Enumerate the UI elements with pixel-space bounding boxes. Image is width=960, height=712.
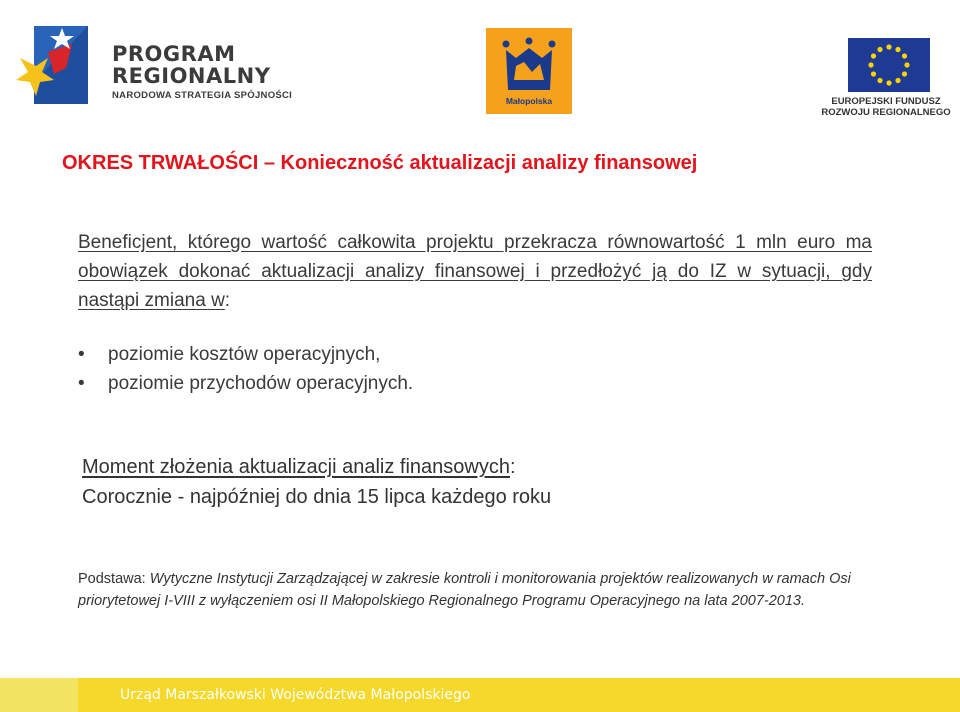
footer-accent bbox=[0, 678, 78, 712]
basis-label: Podstawa: bbox=[78, 571, 150, 587]
bullet-text: poziomie kosztów operacyjnych, bbox=[108, 344, 381, 365]
bullet-text: poziomie przychodów operacyjnych. bbox=[108, 373, 414, 394]
moment-colon: : bbox=[510, 456, 516, 478]
eu-logo-line1: EUROPEJSKI FUNDUSZ bbox=[831, 96, 941, 107]
intro-underlined-text: Beneficjent, którego wartość całkowita projektu przekracza równowartość 1 mln euro ma obowiązek dokonać aktualizacji analizy finansowej i przedłożyć ją do IZ w sytuacji, gdy nastąpi zmiana w bbox=[78, 232, 872, 311]
moment-text: Corocznie - najpóźniej do dnia 15 lipca każdego roku bbox=[82, 486, 552, 508]
eu-logo-line2: ROZWOJU REGIONALNEGO bbox=[821, 107, 951, 118]
program-logo-line2: REGIONALNY bbox=[112, 64, 271, 88]
intro-tail: : bbox=[224, 290, 231, 311]
program-regionalny-logo bbox=[14, 22, 314, 112]
bullet-mark: • bbox=[78, 373, 85, 394]
eu-flag-icon bbox=[848, 38, 930, 92]
list-item bbox=[78, 340, 413, 369]
footer-bar bbox=[0, 678, 960, 712]
footer-text: Urząd Marszałkowski Województwa Małopolskiego bbox=[120, 687, 471, 703]
eu-fund-logo bbox=[812, 36, 960, 120]
basis-text: Wytyczne Instytucji Zarządzającej w zakresie kontroli i monitorowania projektów realizowanych w ramach Osi priorytetowej I-VIII z wyłączeniem osi II Małopolskiego Regionalnego Programu Operacyjnego na lata 2007-2013. bbox=[78, 571, 851, 609]
moment-heading bbox=[82, 452, 551, 482]
change-bullet-list bbox=[78, 340, 413, 398]
slide-title: OKRES TRWAŁOŚCI – Konieczność aktualizacji analizy finansowej bbox=[62, 152, 698, 174]
bullet-mark: • bbox=[78, 344, 85, 365]
program-logo-line1: PROGRAM bbox=[112, 42, 236, 66]
submission-moment bbox=[82, 452, 551, 512]
malopolska-label: Małopolska bbox=[505, 96, 553, 106]
intro-paragraph bbox=[78, 228, 872, 315]
moment-label: Moment złożenia aktualizacji analiz finansowych bbox=[82, 456, 510, 478]
list-item bbox=[78, 369, 413, 398]
program-regionalny-emblem-icon bbox=[14, 22, 104, 112]
header bbox=[0, 0, 960, 130]
malopolska-logo bbox=[486, 28, 572, 114]
legal-basis bbox=[78, 568, 878, 612]
program-logo-line3: NARODOWA STRATEGIA SPÓJNOŚCI bbox=[112, 90, 293, 101]
